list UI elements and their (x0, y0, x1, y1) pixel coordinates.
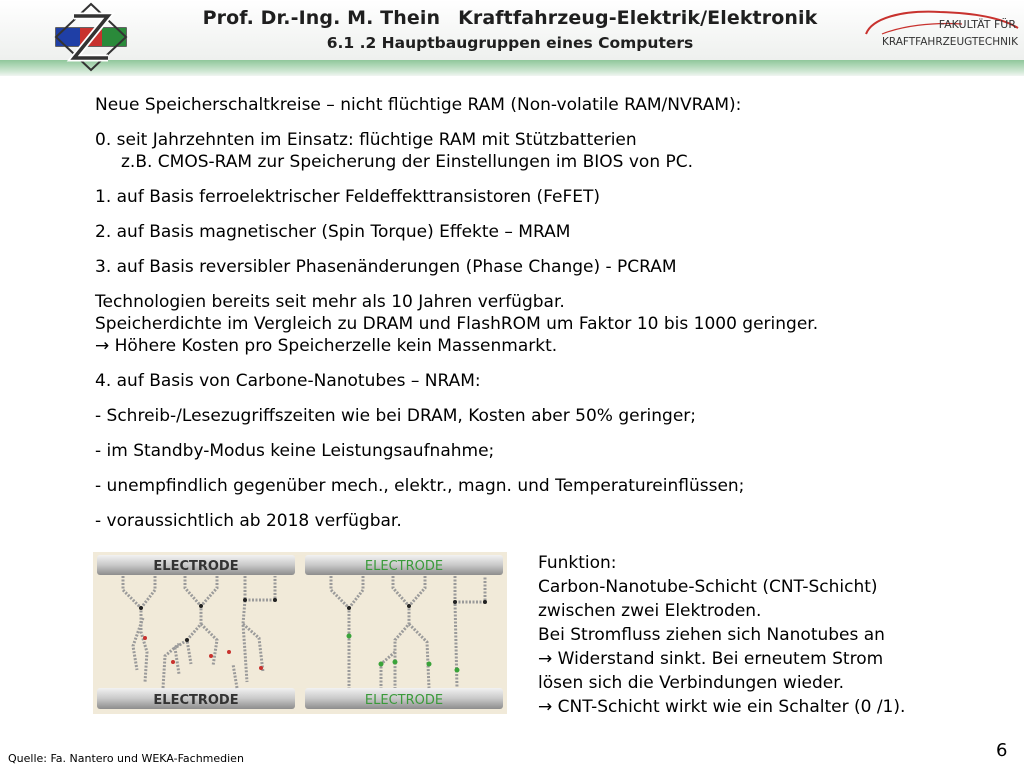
header-accent-bar (0, 60, 1024, 76)
list-item-1: 1. auf Basis ferroelektrischer Feldeffekttransistoren (FeFET) (95, 187, 601, 207)
bullet-4: - voraussichtlich ab 2018 verfügbar. (95, 511, 402, 531)
bullet-2: - im Standby-Modus keine Leistungsaufnahme; (95, 441, 495, 461)
technology-note: Technologien bereits seit mehr als 10 Jahren verfügbar. Speicherdichte im Vergleich zu DRAM und FlashROM um Faktor 10 bis 1000 geringer. → Höhere Kosten pro Speicherzelle kein Massenmarkt. (95, 292, 819, 356)
source-citation: Quelle: Fa. Nantero und WEKA-Fachmedien (8, 752, 244, 765)
right-bottom-electrode-label: ELECTRODE (364, 693, 444, 708)
slide-title: Prof. Dr.-Ing. M. Thein Kraftfahrzeug-Elektrik/Elektronik (202, 7, 818, 29)
left-nanotubes (123, 576, 275, 688)
list-item-2: 2. auf Basis magnetischer (Spin Torque) Effekte – MRAM (95, 222, 571, 242)
bullet-1: - Schreib-/Lesezugriffszeiten wie bei DRAM, Kosten aber 50% geringer; (95, 406, 697, 426)
left-contact-points (139, 598, 277, 670)
function-heading: Funktion: (538, 553, 617, 573)
list-item-0: 0. seit Jahrzehnten im Einsatz: flüchtige RAM mit Stützbatterien z.B. CMOS-RAM zur Speicherung der Einstellungen im BIOS von PC. (95, 130, 694, 172)
bullet-3: - unempfindlich gegenüber mech., elektr., magn. und Temperatureinflüssen; (95, 476, 745, 496)
list-item-3: 3. auf Basis reversibler Phasenänderungen (Phase Change) - PCRAM (95, 257, 677, 277)
faculty-car-logo (862, 4, 1022, 54)
slide-content (95, 94, 995, 545)
intro-text: Neue Speicherschaltkreise – nicht flüchtige RAM (Non-volatile RAM/NVRAM): (95, 95, 742, 115)
right-top-electrode-label: ELECTRODE (364, 559, 444, 574)
faculty-z-logo-icon (52, 2, 130, 72)
left-top-electrode-label: ELECTRODE (153, 559, 239, 574)
right-nanotubes (331, 576, 485, 688)
nram-cnt-figure (93, 552, 507, 714)
arrow-icon: → (95, 336, 110, 356)
nanotube-electrode-diagram (93, 552, 507, 714)
arrow-icon: → (538, 649, 553, 669)
page-number: 6 (996, 740, 1008, 761)
right-contact-points (347, 600, 488, 673)
logo-line-2: KRAFTFAHRZEUGTECHNIK (881, 36, 1018, 48)
arrow-icon: → (538, 697, 553, 717)
logo-line-1: FAKULTÄT FÜR (938, 18, 1016, 31)
function-description: Funktion: Carbon-Nanotube-Schicht (CNT-Schicht) zwischen zwei Elektroden. Bei Stromfluss ziehen sich Nanotubes an → Widerstand sinkt. Bei erneutem Strom lösen sich die Verbindungen wieder. → CNT-Schicht wirkt wie ein Schalter (0 /1). (538, 551, 1008, 719)
list-item-4: 4. auf Basis von Carbone-Nanotubes – NRAM: (95, 371, 481, 391)
left-bottom-electrode-label: ELECTRODE (153, 693, 239, 708)
slide-subtitle: 6.1 .2 Hauptbaugruppen eines Computers (326, 34, 694, 52)
